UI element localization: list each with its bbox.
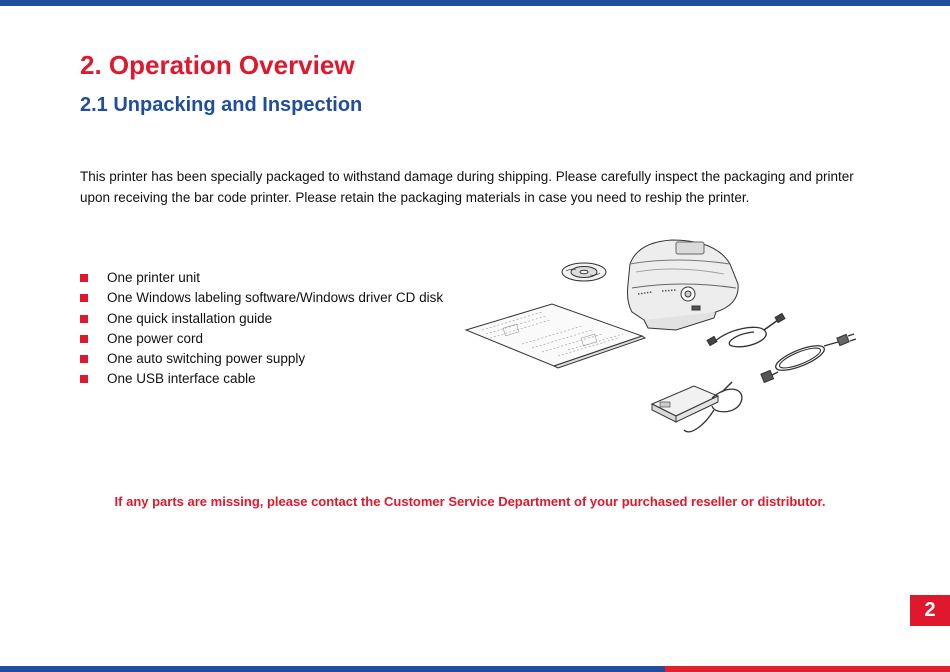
list-item: [80, 309, 443, 329]
bullet-icon: [80, 375, 88, 383]
page-number: 2: [910, 595, 950, 626]
list-item-label: One power cord: [107, 330, 204, 346]
bullet-icon: [80, 335, 88, 343]
section-title: 2.1 Unpacking and Inspection: [80, 94, 363, 116]
package-contents-illustration: [462, 232, 857, 437]
bullet-icon: [80, 355, 88, 363]
power-cord-icon: [761, 334, 856, 383]
list-item: [80, 288, 443, 308]
missing-parts-notice: If any parts are missing, please contact the Customer Service Department of your purchased reseller or distributor.: [114, 494, 826, 509]
list-item-label: One quick installation guide: [107, 310, 273, 326]
list-item-label: One printer unit: [107, 270, 201, 285]
list-item: [80, 268, 443, 288]
list-item-label: One USB interface cable: [107, 371, 256, 387]
list-item-label: One Windows labeling software/Windows driver CD disk: [107, 290, 444, 306]
chapter-title: 2. Operation Overview: [80, 50, 355, 80]
usb-cable-icon: [707, 313, 785, 346]
list-item: [80, 349, 443, 369]
installation-guide-icon: [466, 304, 645, 368]
bottom-accent-bar-red: [665, 666, 950, 672]
list-item: [80, 329, 443, 349]
top-accent-bar: [0, 0, 950, 6]
intro-paragraph: This printer has been specially packaged to withstand damage during shipping. Please carefully inspect the packaging and printer upon receiving the bar code printer. Please retain the packaging materials in case you need to reship the printer.: [80, 169, 854, 205]
list-item: [80, 369, 443, 389]
bottom-accent-bar-blue: [0, 666, 665, 672]
package-contents-list: [80, 268, 443, 390]
bullet-icon: [80, 294, 88, 302]
list-item-label: One auto switching power supply: [107, 351, 306, 367]
cd-disk-icon: [562, 263, 606, 281]
bullet-icon: [80, 274, 88, 282]
bullet-icon: [80, 315, 88, 323]
printer-icon: [628, 240, 739, 330]
power-supply-icon: [652, 382, 742, 432]
